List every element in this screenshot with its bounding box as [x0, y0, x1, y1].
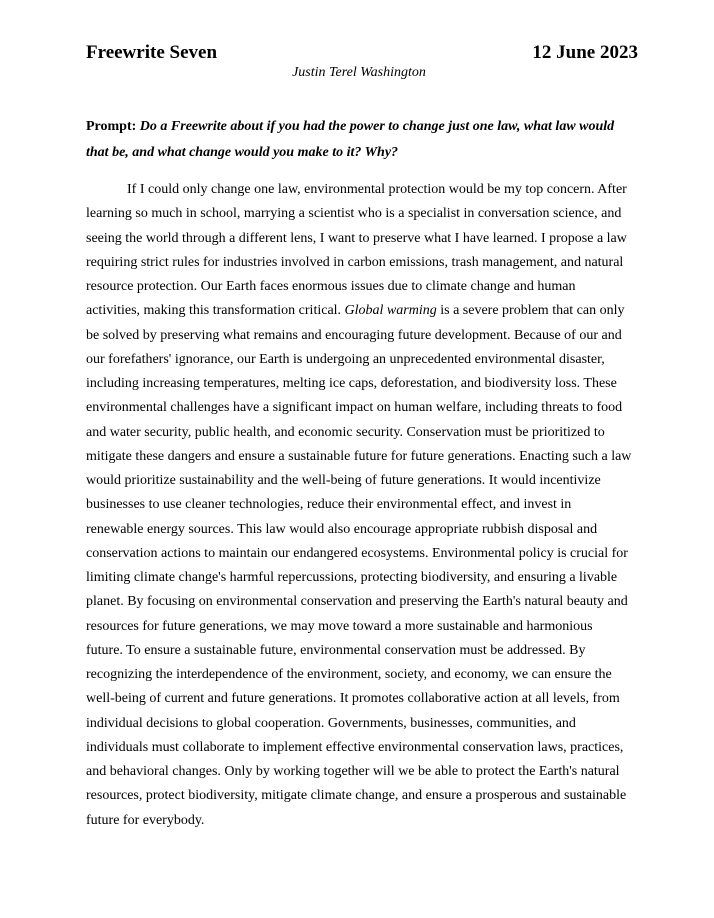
essay-emphasis: Global warming	[344, 303, 437, 319]
essay-line: environmental challenges have a significant impact on human welfare, including threats to food	[86, 400, 623, 416]
essay-line: would prioritize sustainability and the well-being of future generations. It would incentivize	[86, 473, 601, 488]
essay-line: and behavioral changes. Only by working together will we be able to protect the Earth's natural	[86, 764, 620, 779]
essay-line: conservation actions to maintain our endangered ecosystems. Environmental policy is crucial for	[86, 545, 628, 561]
essay-line: planet. By focusing on environmental conservation and preserving the Earth's natural beauty and	[86, 594, 628, 610]
essay-line: If I could only change one law, environmental protection would be my top concern. After	[127, 182, 627, 197]
essay-line: resources for future generations, we may move toward a more sustainable and harmonious	[86, 618, 593, 634]
essay-line: recognizing the interdependence of the environment, society, and economy, we can ensure the	[86, 667, 612, 682]
essay-line: requiring strict rules for industries involved in carbon emissions, trash management, and natural	[86, 254, 624, 270]
essay-line: and water security, public health, and economic security. Conservation must be prioritized to	[86, 424, 605, 440]
essay-line: future for everybody.	[86, 812, 205, 828]
essay-line: learning so much in school, marrying a scientist who is a specialist in conversation science, and	[86, 206, 622, 222]
essay-line: mitigate these dangers and ensure a sustainable future for future generations. Enacting such a law	[86, 448, 632, 464]
essay-line: resource protection. Our Earth faces enormous issues due to climate change and human	[86, 279, 576, 294]
essay-line: renewable energy sources. This law would also encourage appropriate rubbish disposal and	[86, 521, 598, 537]
prompt-label: Prompt:	[86, 119, 137, 134]
document-header	[86, 40, 638, 66]
document-title: Freewrite Seven	[86, 42, 218, 63]
essay-line: including increasing temperatures, melting ice caps, deforestation, and biodiversity loss. These	[86, 376, 617, 391]
document-date: 12 June 2023	[532, 42, 638, 63]
essay-line: future. To ensure a sustainable future, environmental conservation must be addressed. By	[86, 642, 586, 658]
prompt-text: Do a Freewrite about if you had the power to change just one law, what law would that be, and what change would you make to it? Why?	[86, 119, 615, 160]
essay-line: resources, protect biodiversity, mitigate climate change, and ensure a prosperous and sustainable	[86, 788, 627, 804]
prompt-block	[86, 114, 638, 166]
document-page	[86, 40, 638, 833]
essay-line: businesses to use cleaner technologies, reduce their environmental effect, and invest in	[86, 497, 572, 513]
essay-line: limiting climate change's harmful repercussions, protecting biodiversity, and ensuring a livable	[86, 570, 618, 585]
essay-line: activities, making this transformation critical. Global warming is a severe problem that can only	[86, 303, 625, 319]
essay-body	[86, 178, 638, 833]
essay-line: be solved by preserving what remains and encouraging future development. Because of our and	[86, 327, 622, 343]
essay-line: seeing the world through a different lens, I want to preserve what I have learned. I propose a law	[86, 230, 627, 246]
essay-line: individuals must collaborate to implement effective environmental conservation laws, practices,	[86, 739, 624, 755]
author-name: Justin Terel Washington	[292, 65, 426, 80]
essay-line: our forefathers' ignorance, our Earth is undergoing an unprecedented environmental disaster,	[86, 351, 605, 367]
essay-line: individual decisions to global cooperation. Governments, businesses, communities, and	[86, 715, 576, 731]
essay-line: well-being of current and future generations. It promotes collaborative action at all levels, from	[86, 691, 620, 707]
